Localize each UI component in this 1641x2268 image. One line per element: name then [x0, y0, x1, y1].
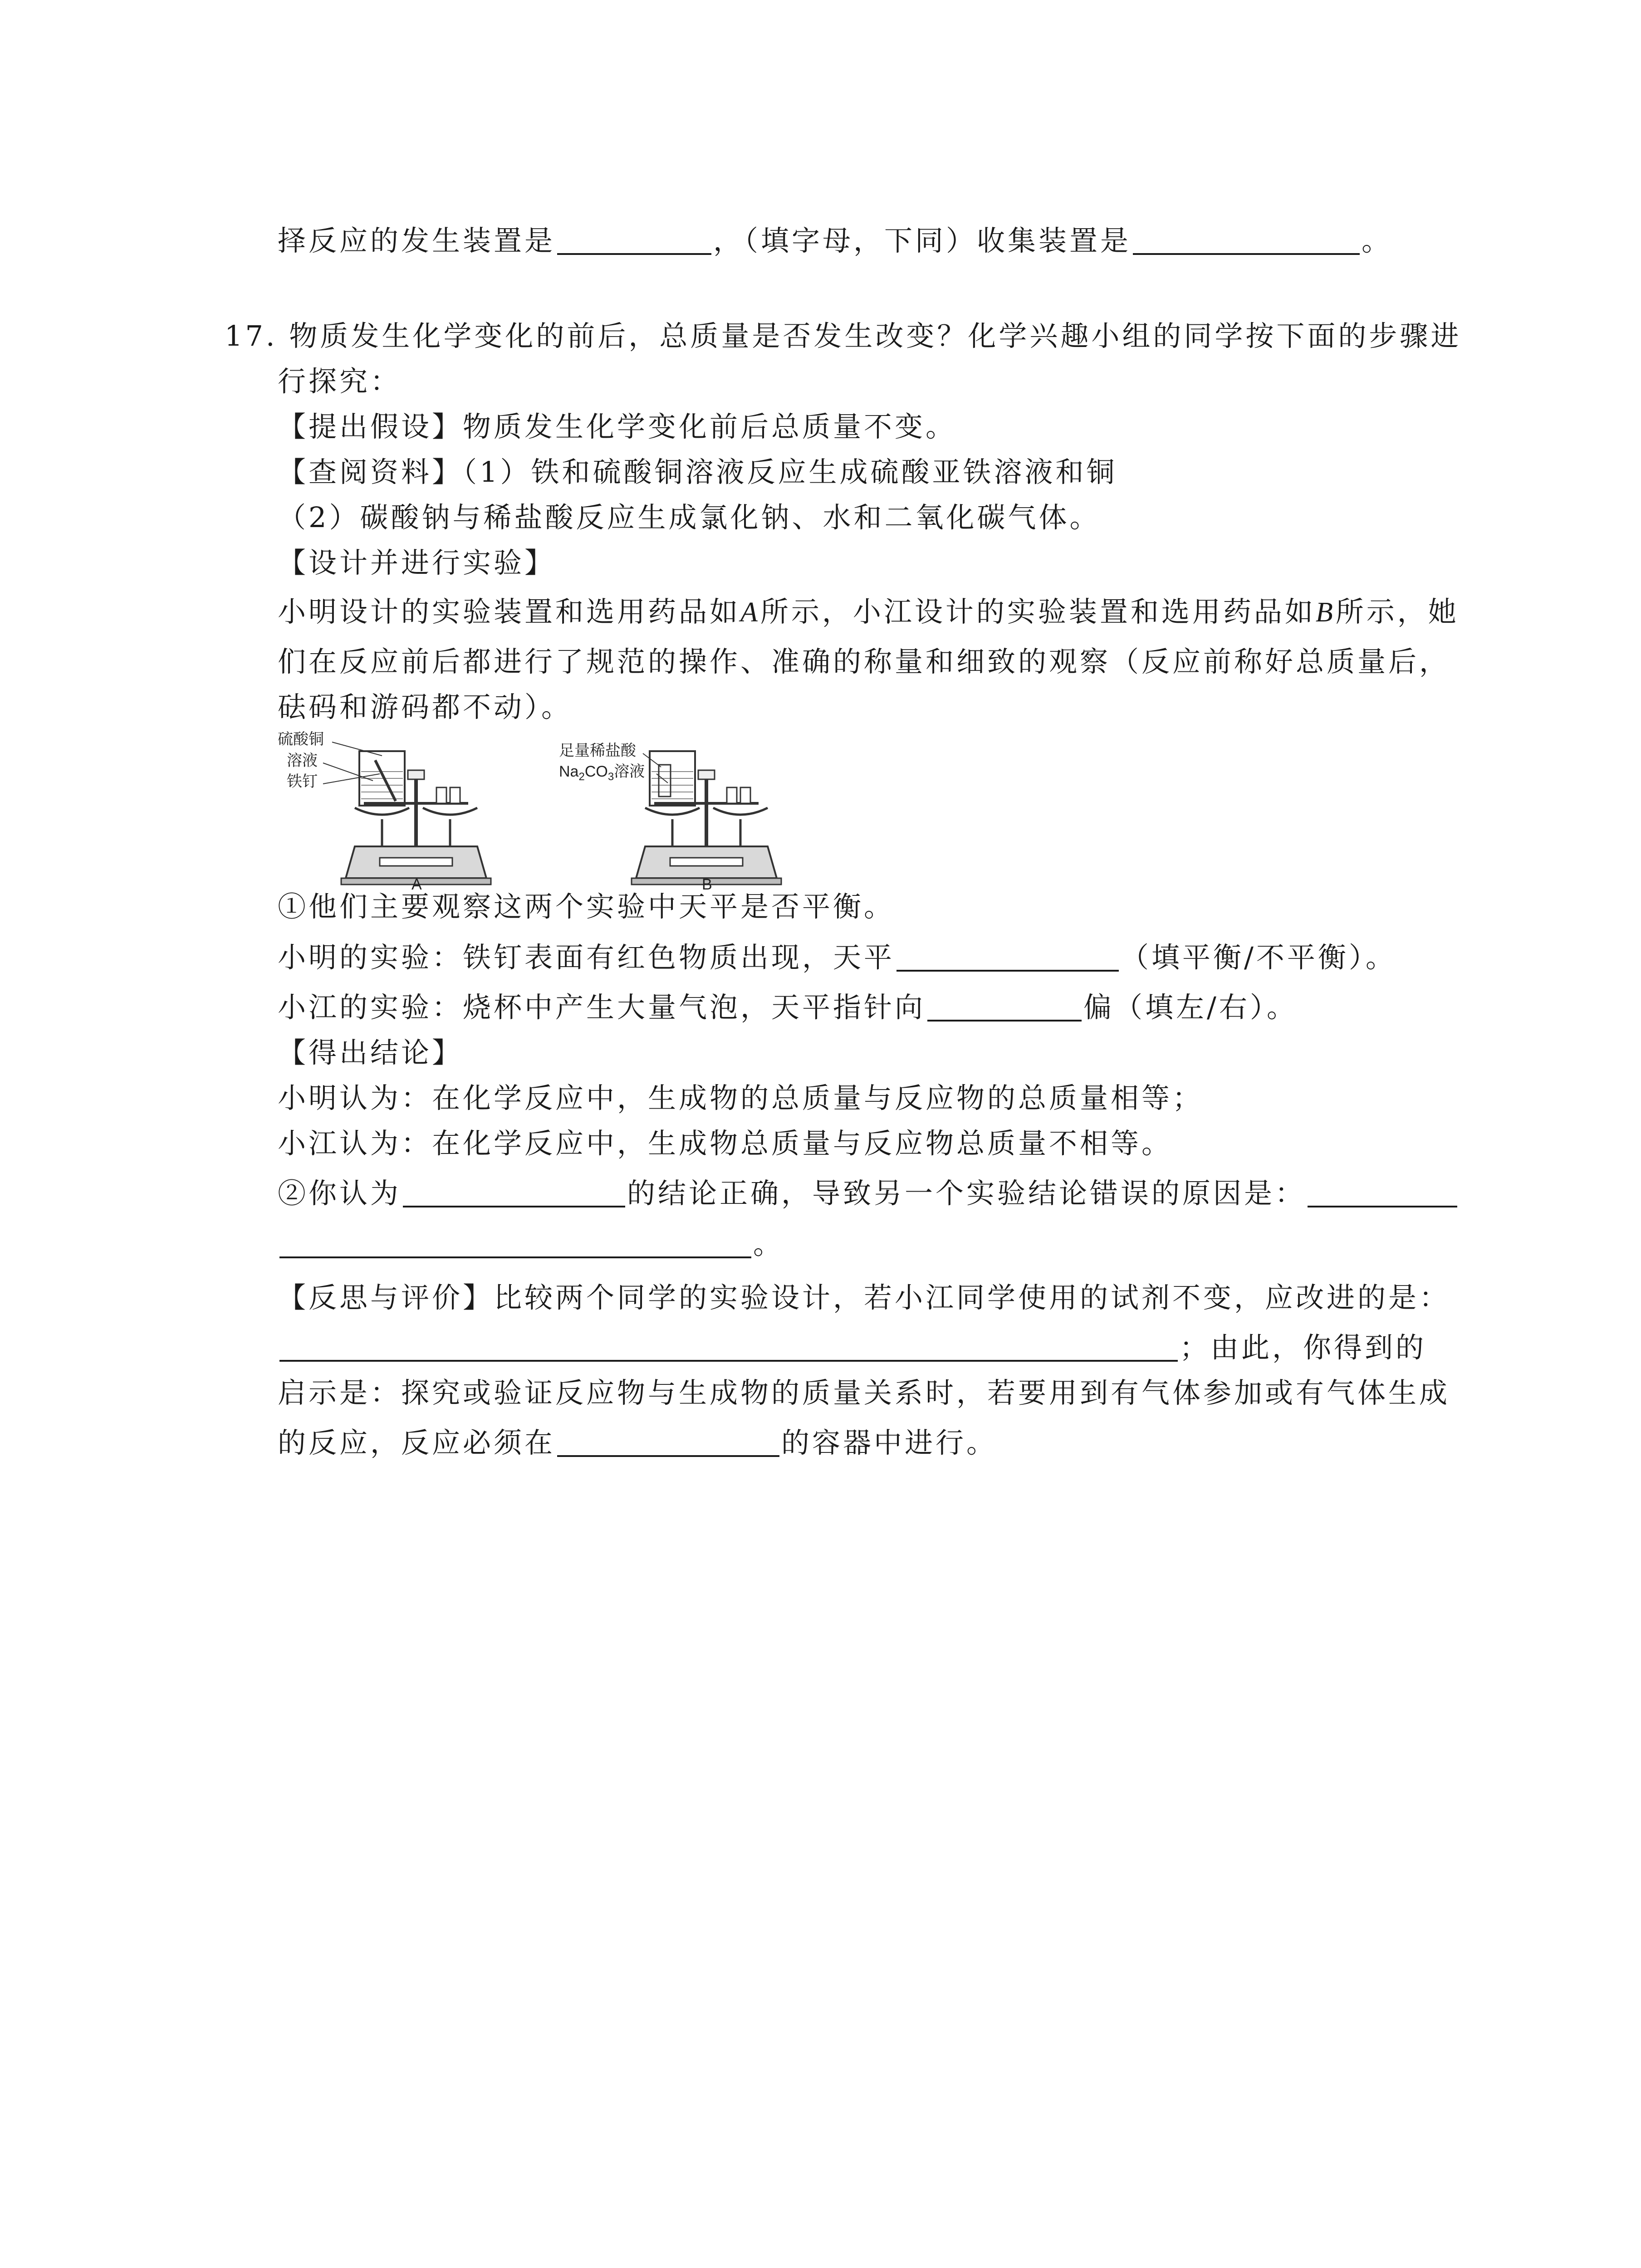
text-line — [278, 455, 1117, 489]
text-line — [278, 1376, 1450, 1409]
answer-blank[interactable] — [927, 993, 1082, 1022]
text-line — [278, 993, 1298, 1022]
text-line — [278, 1177, 1459, 1210]
text-line — [278, 503, 1100, 532]
text-segment: 们在反应前后都进行了规范的操作、准确的称量和细致的观察（反应前称好总质量后， — [278, 645, 1450, 678]
figure-ref: B — [1315, 597, 1336, 628]
text-segment: 【查阅资料】（1）铁和硫酸铜溶液反应生成硫酸亚铁溶液和铜 — [278, 455, 1117, 489]
text-segment: 小明认为：在化学反应中，生成物的总质量与反应物的总质量相等； — [278, 1081, 1204, 1114]
text-segment: 小明的实验：铁钉表面有红色物质出现，天平 — [278, 941, 895, 974]
answer-blank[interactable] — [896, 943, 1119, 972]
text-segment: 物质发生化学变化的前后，总质量是否发生改变？化学兴趣小组的同学按下面的步骤进 — [289, 319, 1462, 352]
text-segment: 行探究： — [278, 365, 402, 398]
text-line — [278, 1129, 1172, 1158]
answer-blank[interactable] — [557, 227, 711, 255]
answer-blank[interactable] — [557, 1429, 779, 1457]
label-na2co3-solution: $Na_2CO_3$溶液 — [559, 763, 645, 783]
text-segment: 所示，她 — [1335, 595, 1459, 628]
text-line — [278, 645, 1450, 678]
label-solution: 溶液 — [287, 752, 318, 769]
text-segment: 【得出结论】 — [278, 1036, 463, 1069]
text-segment: 择反应的发生装置是 — [278, 224, 556, 257]
text-line — [278, 224, 1393, 257]
balance-a — [278, 731, 491, 890]
answer-blank[interactable] — [403, 1179, 625, 1207]
text-segment: 小江认为：在化学反应中，生成物总质量与反应物总质量不相等。 — [278, 1127, 1173, 1160]
answer-blank[interactable] — [279, 1230, 751, 1258]
answer-blank[interactable] — [279, 1334, 1178, 1362]
text-segment: ，（填字母，下同）收集装置是 — [713, 224, 1132, 257]
text-segment: 。 — [1362, 224, 1393, 257]
label-copper-sulfate: 硫酸铜 — [278, 731, 324, 748]
balance-b — [559, 742, 781, 890]
question-17-line — [225, 319, 1462, 352]
caption-a: A — [411, 876, 422, 890]
figure-ref: A — [740, 597, 760, 628]
text-segment: 。 — [753, 1227, 784, 1261]
balance-experiment-figure — [278, 728, 850, 890]
text-line — [278, 943, 1396, 972]
text-segment: 【提出假设】物质发生化学变化前后总质量不变。 — [278, 410, 957, 443]
text-segment: 偏（填左/右）。 — [1083, 991, 1298, 1024]
text-line — [278, 546, 556, 579]
text-segment: 启示是：探究或验证反应物与生成物的质量关系时，若要用到有气体参加或有气体生成 — [278, 1376, 1450, 1409]
text-line — [278, 367, 401, 396]
balance-diagram — [278, 728, 850, 890]
text-segment: 小江的实验：烧杯中产生大量气泡，天平指针向 — [278, 991, 926, 1024]
text-segment: （2）碳酸钠与稀盐酸反应生成氯化钠、水和二氧化碳气体。 — [278, 501, 1101, 534]
text-segment: 的容器中进行。 — [781, 1426, 998, 1459]
text-line — [278, 1281, 1450, 1314]
question-number: 17. — [225, 319, 278, 352]
text-line — [278, 1227, 784, 1261]
answer-blank[interactable] — [1308, 1179, 1457, 1207]
text-segment: ；由此，你得到的 — [1180, 1331, 1427, 1364]
label-dilute-hcl: 足量稀盐酸 — [559, 742, 636, 759]
text-line — [278, 1036, 463, 1069]
text-line — [278, 1331, 1427, 1364]
text-segment: 所示，小江设计的实验装置和选用药品如 — [760, 595, 1316, 628]
text-segment: 的结论正确，导致另一个实验结论错误的原因是： — [627, 1177, 1306, 1210]
text-segment: 小明设计的实验装置和选用药品如 — [278, 595, 741, 628]
answer-blank[interactable] — [1133, 227, 1360, 255]
label-iron-nail: 铁钉 — [287, 773, 318, 790]
text-line — [278, 595, 1459, 628]
text-segment: 【反思与评价】比较两个同学的实验设计，若小江同学使用的试剂不变，应改进的是： — [278, 1281, 1450, 1314]
text-segment: （填平衡/不平衡）。 — [1121, 941, 1396, 974]
text-line — [278, 410, 957, 443]
text-line — [278, 690, 573, 723]
text-line — [278, 890, 895, 923]
text-segment: ②你认为 — [278, 1177, 402, 1210]
text-segment: 的反应，反应必须在 — [278, 1426, 556, 1459]
text-segment: 【设计并进行实验】 — [278, 546, 556, 579]
text-segment: 砝码和游码都不动）。 — [278, 690, 573, 723]
text-segment: ①他们主要观察这两个实验中天平是否平衡。 — [278, 890, 895, 923]
text-line — [278, 1081, 1204, 1114]
caption-b: B — [702, 876, 712, 890]
text-line — [278, 1426, 998, 1459]
